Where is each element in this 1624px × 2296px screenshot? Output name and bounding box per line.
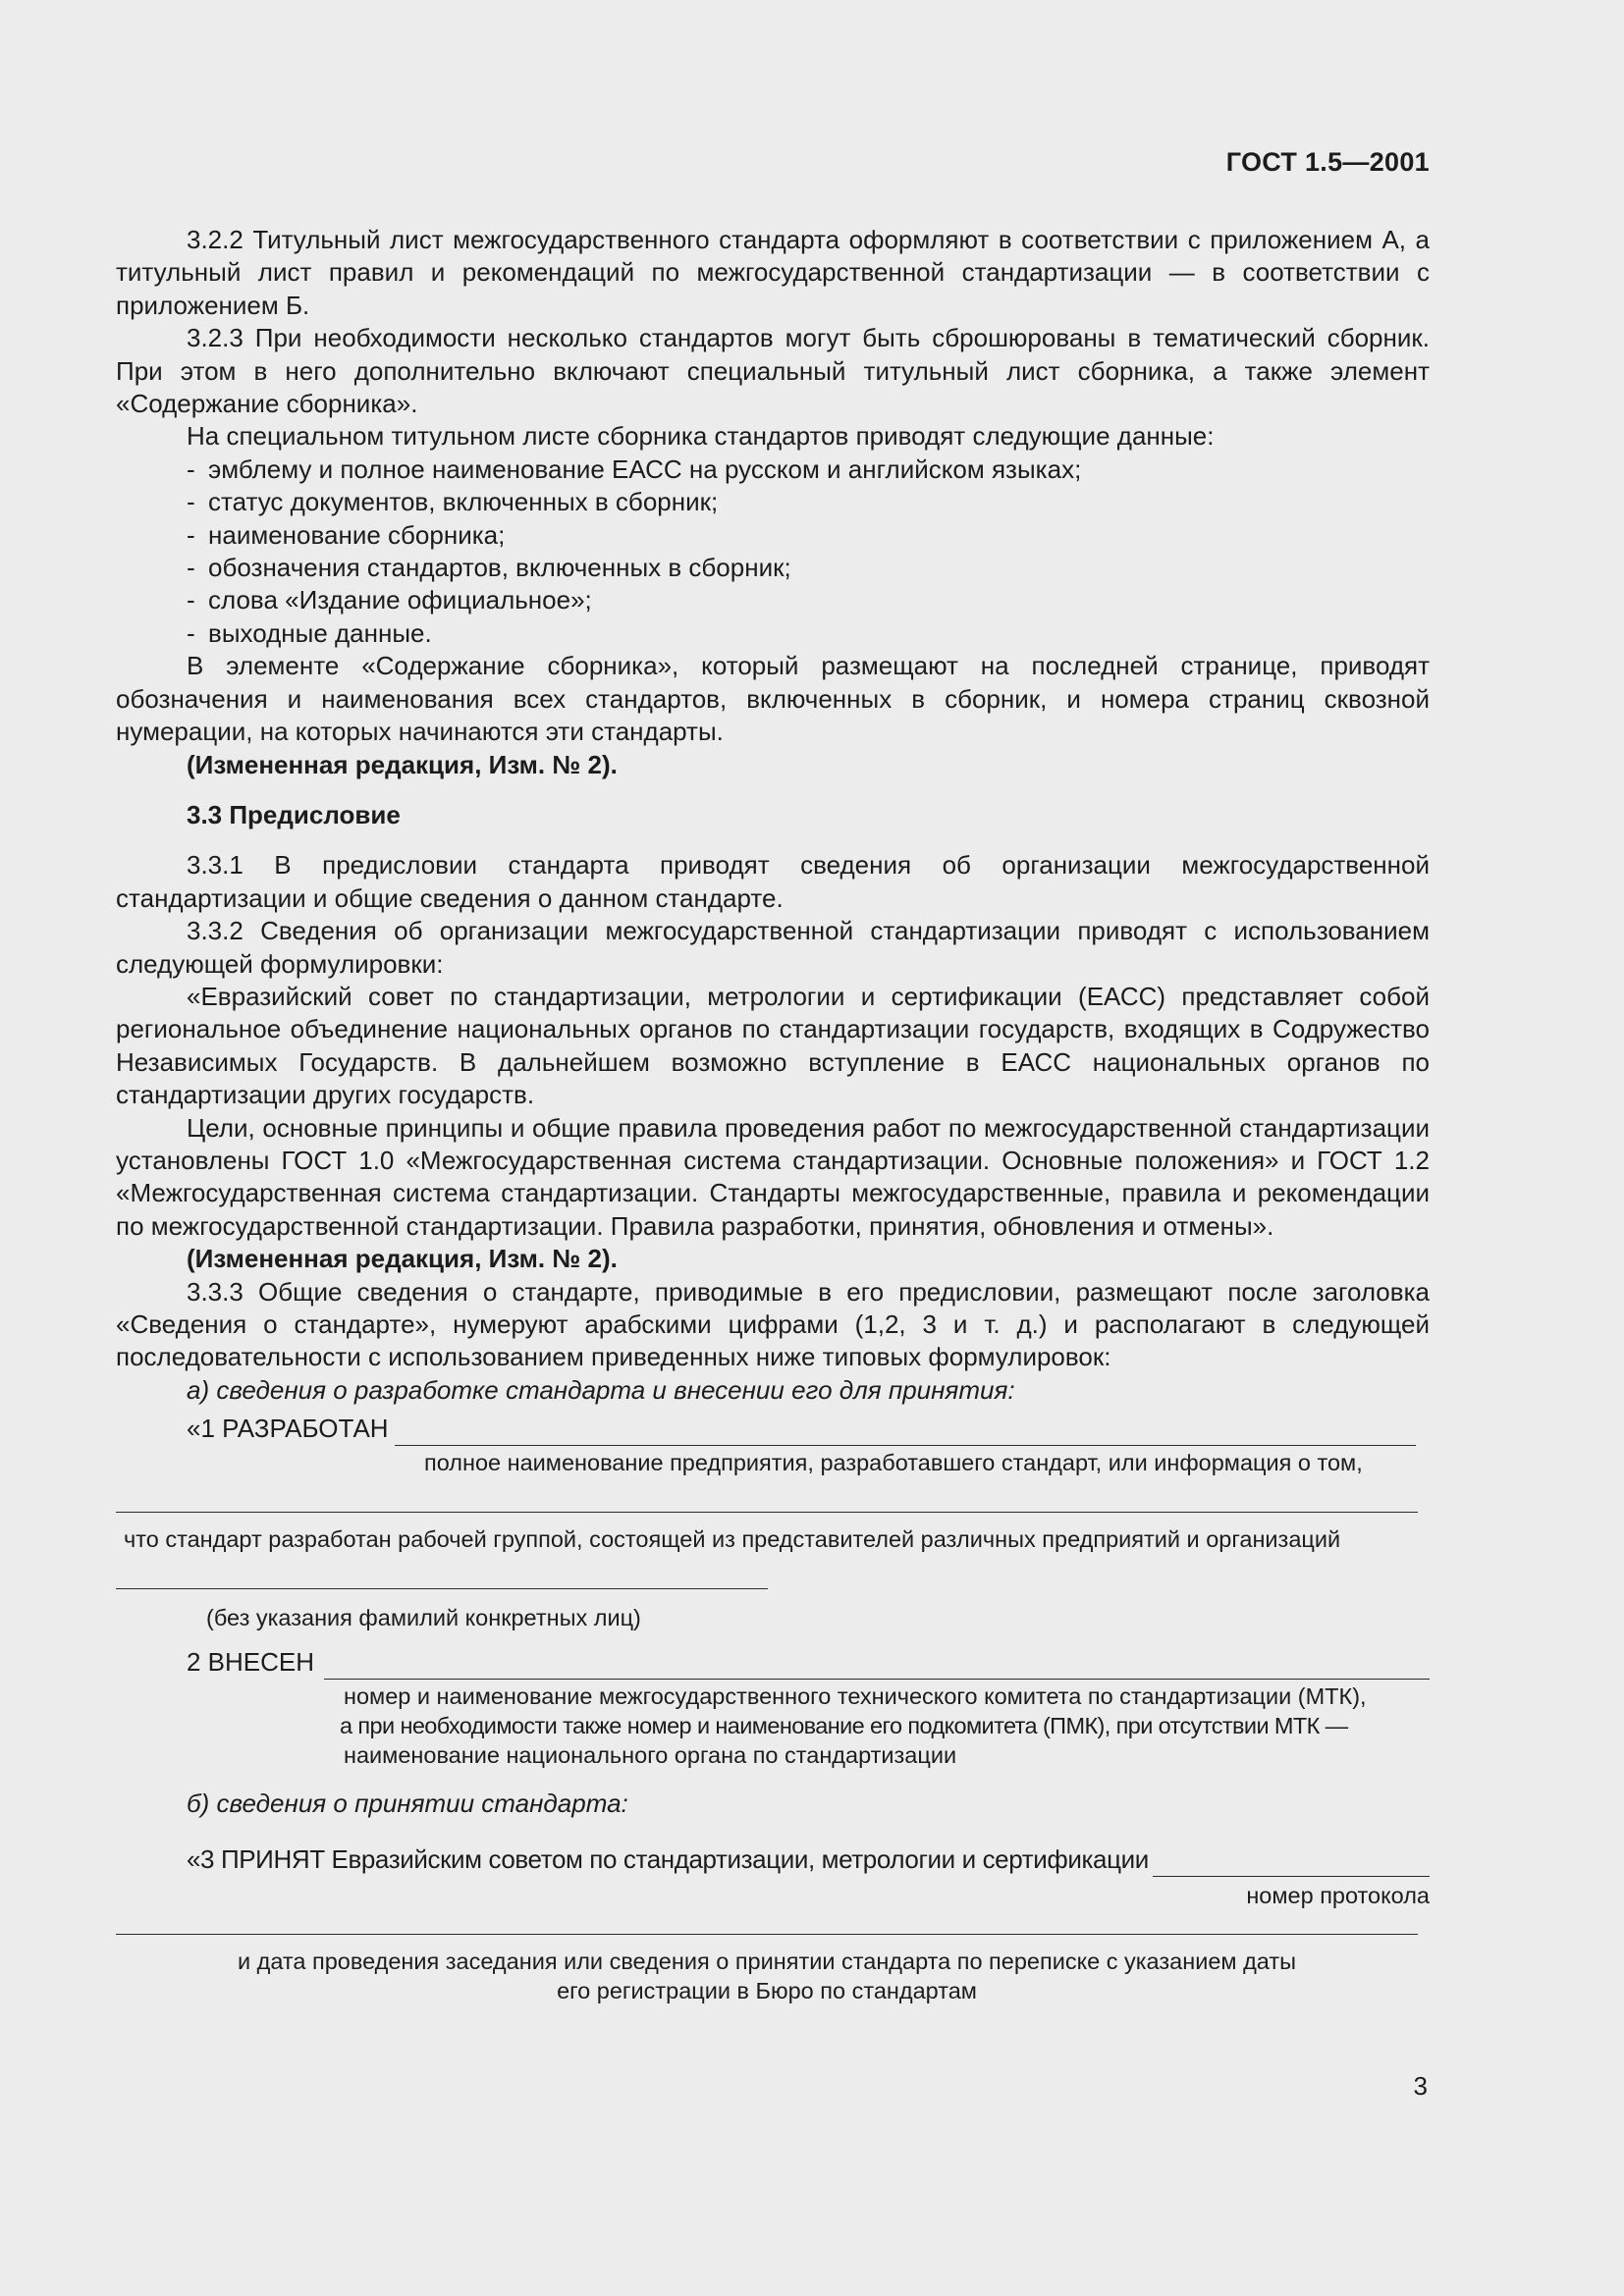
amendment-note: (Измененная редакция, Изм. № 2).: [187, 749, 618, 779]
template-item-1: [116, 1413, 1430, 1632]
list-item: - статус документов, включенных в сборник;: [187, 487, 719, 517]
document-body: [116, 224, 1430, 2005]
blank-line: [395, 1419, 1416, 1446]
bullet-list: [116, 454, 1430, 650]
blank-line: [116, 1587, 768, 1589]
template-item-3-caption-3: его регистрации в Бюро по стандартам: [557, 1978, 977, 2004]
list-item: - слова «Издание официальное»;: [187, 585, 592, 615]
document-code: ГОСТ 1.5—2001: [1225, 147, 1430, 177]
page-number: 3: [1413, 2071, 1428, 2101]
template-item-1-caption-3: (без указания фамилий конкретных лиц): [206, 1605, 641, 1631]
paragraph-contents: В элементе «Содержание сборника», который размещают на последней странице, приводят обозначения и наименования всех стандартов, включенных в сборник, и номера страниц сквозной нумерации, на которых начинаются эти стандарты.: [116, 651, 1430, 747]
paragraph-3-3-2: 3.3.2 Сведения об организации межгосударственной стандартизации приводят с использованием следующей формулировки:: [116, 916, 1430, 979]
template-item-2: [116, 1646, 1430, 1769]
template-item-1-caption-1: полное наименование предприятия, разработавшего стандарт, или информация о том,: [424, 1449, 1363, 1475]
blank-line: [324, 1653, 1430, 1680]
blank-line: [1153, 1850, 1430, 1877]
paragraph-3-2-3: 3.2.3 При необходимости несколько стандартов могут быть сброшюрованы в тематический сборник. При этом в него дополнительно включают специальный титульный лист сборника, а также элемент «Содержание сборника».: [116, 323, 1430, 419]
template-item-3: [116, 1843, 1430, 2005]
paragraph-quote-1: «Евразийский совет по стандартизации, метрологии и сертификации (ЕАСС) представляет собой региональное объединение национальных органов по стандартизации государств, входящих в Содружество Независимых Государств. В дальнейшем возможно вступление в ЕАСС национальных органов по стандартизации других государств.: [116, 981, 1430, 1110]
list-item: - эмблему и полное наименование ЕАСС на русском и английском языках;: [187, 454, 1082, 484]
amendment-note: (Измененная редакция, Изм. № 2).: [187, 1244, 618, 1274]
template-item-2-label: 2 ВНЕСЕН: [187, 1647, 315, 1678]
blank-line: [116, 1511, 1418, 1513]
section-heading-3-3: 3.3 Предисловие: [187, 799, 401, 829]
blank-line: [116, 1933, 1418, 1935]
paragraph-quote-2: Цели, основные принципы и общие правила проведения работ по межгосударственной стандартизации установлены ГОСТ 1.0 «Межгосударственная система стандартизации. Основные положения» и ГОСТ 1.2 «Межгосударственная система стандартизации. Стандарты межгосударственные, правила и рекомендации по межгосударственной стандартизации. Правила разработки, принятия, обновления и отмены».: [116, 1112, 1430, 1241]
template-item-1-caption-2: что стандарт разработан рабочей группой, состоящей из представителей различных предприятий и организаций: [124, 1526, 1341, 1553]
template-item-3-caption-2: и дата проведения заседания или сведения о принятии стандарта по переписке с указанием даты: [237, 1949, 1296, 1975]
subheading-b: б) сведения о принятии стандарта:: [187, 1788, 628, 1818]
template-item-2-caption-2: а при необходимости также номер и наименование его подкомитета (ПМК), при отсутствии МТК —: [340, 1712, 1348, 1738]
paragraph-3-2-2: 3.2.2 Титульный лист межгосударственного стандарта оформляют в соответствии с приложением А, а титульный лист правил и рекомендаций по межгосударственной стандартизации — в соответствии с приложением Б.: [116, 225, 1430, 320]
list-item: - наименование сборника;: [187, 519, 506, 550]
template-item-3-caption-1: номер протокола: [1246, 1882, 1430, 1908]
paragraph-3-3-3: 3.3.3 Общие сведения о стандарте, приводимые в его предисловии, размещают после заголовка «Сведения о стандарте», нумеруют арабскими цифрами (1,2, 3 и т. д.) и располагают в следующей последовательности с использованием приведенных ниже типовых формулировок:: [116, 1276, 1430, 1372]
template-item-2-caption-1: номер и наименование межгосударственного технического комитета по стандартизации (МТК),: [344, 1682, 1367, 1709]
list-item: - выходные данные.: [187, 617, 432, 648]
paragraph-special-title: На специальном титульном листе сборника стандартов приводят следующие данные:: [187, 421, 1215, 452]
template-item-3-label: «3 ПРИНЯТ Евразийским советом по стандартизации, метрологии и сертификации: [187, 1844, 1149, 1875]
template-item-1-label: «1 РАЗРАБОТАН: [187, 1414, 389, 1444]
subheading-a: а) сведения о разработке стандарта и внесении его для принятия:: [187, 1374, 1015, 1405]
template-item-2-caption-3: наименование национального органа по стандартизации: [344, 1741, 957, 1768]
list-item: - обозначения стандартов, включенных в сборник;: [187, 553, 791, 583]
paragraph-3-3-1: 3.3.1 В предисловии стандарта приводят сведения об организации межгосударственной стандартизации и общие сведения о данном стандарте.: [116, 850, 1430, 913]
